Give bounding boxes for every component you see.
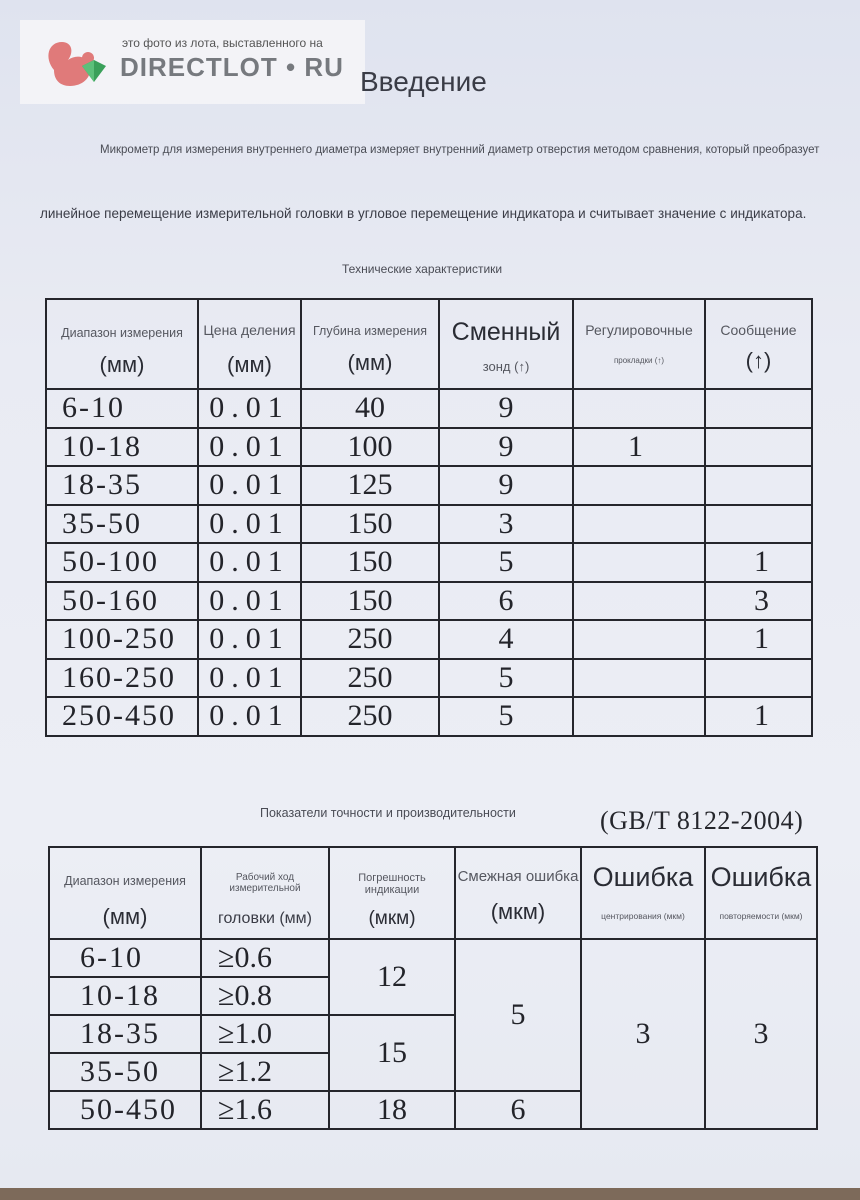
table-row: 18-35 ≥1.0 15 (49, 1015, 817, 1053)
accuracy-header-adjacent: Смежная ошибка (мкм) (455, 847, 581, 939)
table-row: 160-250 0.01 250 5 (46, 659, 812, 698)
specs-table (45, 298, 813, 737)
specs-header-shims: Регулировочные прокладки (↑) (573, 299, 705, 389)
indication-cell: 18 (329, 1091, 455, 1129)
table-row: 10-18 ≥0.8 (49, 977, 817, 1015)
specs-header-probe: Сменный зонд (↑) (439, 299, 573, 389)
accuracy-header-centering: Ошибка центрирования (мкм) (581, 847, 705, 939)
intro-line-1: Микрометр для измерения внутреннего диаметра измеряет внутренний диаметр отверстия методом сравнения, который преобразует (100, 144, 820, 156)
table-row: 100-250 0.01 250 4 1 (46, 620, 812, 659)
repeatability-cell: 3 (705, 939, 817, 1129)
specs-title: Технические характеристики (342, 262, 503, 276)
accuracy-header-stroke: Рабочий ход измерительной головки (мм) (201, 847, 329, 939)
accuracy-header-indication: Погрешность индикации (мкм) (329, 847, 455, 939)
intro-line-2: линейное перемещение измерительной головки в угловое перемещение индикатора и считывает значение с индикатора. (40, 206, 807, 221)
centering-cell: 3 (581, 939, 705, 1129)
specs-header-division: Цена деления (мм) (198, 299, 301, 389)
table-row: 35-50 0.01 150 3 (46, 505, 812, 544)
accuracy-table (48, 846, 818, 1130)
accuracy-header-repeatability: Ошибка повторяемости (мкм) (705, 847, 817, 939)
table-row: 18-35 0.01 125 9 (46, 466, 812, 505)
table-row: 50-450 ≥1.6 18 6 (49, 1091, 817, 1129)
specs-header-depth: Глубина измерения (мм) (301, 299, 439, 389)
specs-header-message: Сообщение (↑) (705, 299, 812, 389)
table-row: 50-100 0.01 150 5 1 (46, 543, 812, 582)
table-row: 6-10 0.01 40 9 (46, 389, 812, 428)
accuracy-title: Показатели точности и производительности (260, 806, 516, 820)
accuracy-header-range: Диапазон измерения (мм) (49, 847, 201, 939)
table-row: 10-18 0.01 100 9 1 (46, 428, 812, 467)
adjacent-cell: 5 (455, 939, 581, 1091)
indication-cell: 12 (329, 939, 455, 1015)
table-surface (0, 1188, 860, 1200)
squirrel-gem-logo-icon (42, 36, 112, 92)
table-row: 35-50 ≥1.2 (49, 1053, 817, 1091)
table-row: 50-160 0.01 150 6 3 (46, 582, 812, 621)
table-row: 6-10 ≥0.6 12 5 3 3 (49, 939, 817, 977)
page-title: Введение (360, 66, 487, 97)
adjacent-cell: 6 (455, 1091, 581, 1129)
standard-label: (GB/T 8122-2004) (600, 806, 804, 835)
watermark-brand: DIRECTLOT • RU (120, 52, 344, 82)
table-row: 250-450 0.01 250 5 1 (46, 697, 812, 736)
indication-cell: 15 (329, 1015, 455, 1091)
watermark-caption: это фото из лота, выставленного на (122, 36, 323, 50)
specs-header-range: Диапазон измерения (мм) (46, 299, 198, 389)
